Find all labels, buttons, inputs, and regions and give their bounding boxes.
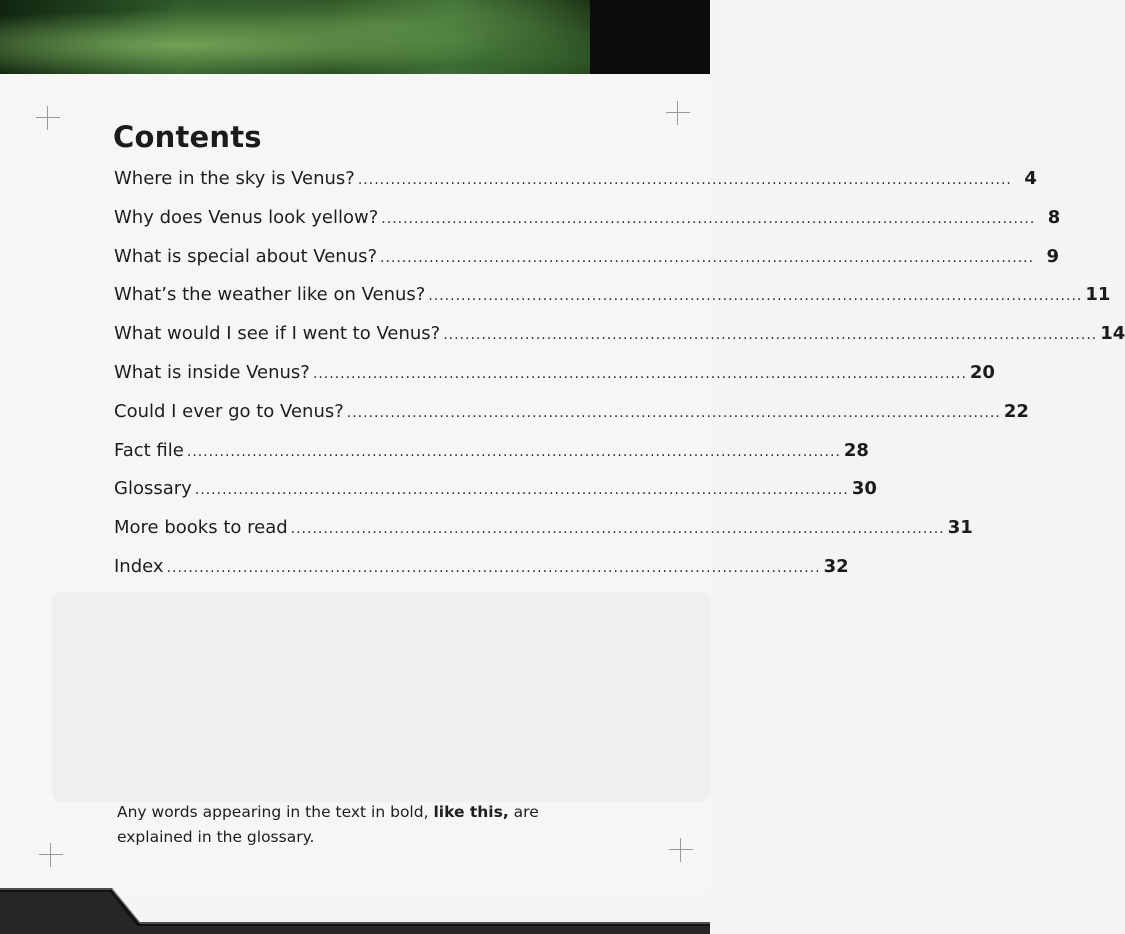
toc-entry-page: 30 xyxy=(851,478,877,500)
toc-leader-dots: ........................................................................................................................ xyxy=(428,288,1083,305)
toc-leader-dots: ........................................................................................................................ xyxy=(380,249,1035,266)
toc-entry[interactable] xyxy=(114,517,973,556)
toc-entry-label: Index xyxy=(114,555,164,577)
page-title: Contents xyxy=(113,120,262,154)
toc-leader-dots: ........................................................................................................................ xyxy=(443,327,1098,344)
toc-leader-dots: ........................................................................................................................ xyxy=(346,404,1001,421)
bottom-frame-bar xyxy=(0,882,710,934)
toc-entry-page: 8 xyxy=(1047,206,1061,228)
toc-leader-dots: ........................................................................................................................ xyxy=(312,365,967,382)
toc-entry-page: 32 xyxy=(823,555,849,577)
toc-entry[interactable] xyxy=(114,284,1111,323)
toc-entry[interactable] xyxy=(114,245,1060,285)
crop-mark-icon xyxy=(666,101,690,125)
toc-entry-page: 28 xyxy=(843,439,869,461)
glossary-note-bold-example: like this, xyxy=(433,803,509,821)
header-photo-strip xyxy=(0,0,600,82)
toc-entry-page: 20 xyxy=(969,361,995,383)
glossary-note-text-end: are explained in the glossary. xyxy=(117,803,539,846)
toc-entry[interactable] xyxy=(114,439,869,479)
toc-leader-dots: ........................................................................................................................ xyxy=(290,521,945,538)
toc-entry-page: 9 xyxy=(1046,245,1060,267)
toc-leader-dots: ........................................................................................................................ xyxy=(357,172,1012,188)
crop-mark-icon xyxy=(669,838,693,862)
toc-entry-page: 14 xyxy=(1100,323,1125,345)
toc-entry-page: 22 xyxy=(1003,400,1029,422)
toc-leader-dots: ........................................................................................................................ xyxy=(381,210,1036,227)
crop-mark-icon xyxy=(36,106,60,130)
toc-entry-page: 31 xyxy=(947,517,973,539)
glossary-note-text: Any words appearing in the text in bold, xyxy=(117,803,434,821)
toc-entry[interactable] xyxy=(114,400,1029,440)
toc-entry-label: Why does Venus look yellow? xyxy=(114,206,379,228)
toc-entry-label: Glossary xyxy=(114,478,192,500)
toc-entry-label: What is special about Venus? xyxy=(114,245,378,267)
toc-entry[interactable] xyxy=(114,168,1037,207)
header-dark-block xyxy=(590,0,710,74)
toc-entry[interactable] xyxy=(114,478,877,517)
toc-entry-label: Where in the sky is Venus? xyxy=(114,168,355,189)
toc-leader-dots: ........................................................................................................................ xyxy=(166,559,821,576)
toc-entry-label: What is inside Venus? xyxy=(114,361,310,383)
toc-entry[interactable] xyxy=(114,361,995,401)
toc-entry-label: What’s the weather like on Venus? xyxy=(114,284,426,306)
toc-entry-label: More books to read xyxy=(114,517,288,539)
toc-entry-page: 4 xyxy=(1024,168,1037,189)
crop-mark-icon xyxy=(39,843,63,867)
glossary-note xyxy=(117,800,557,850)
toc-entry-page: 11 xyxy=(1085,284,1111,306)
toc-entry-label: Could I ever go to Venus? xyxy=(114,400,344,422)
toc-leader-dots: ........................................................................................................................ xyxy=(186,443,841,460)
toc-entry-label: Fact file xyxy=(114,439,184,461)
toc-leader-dots: ........................................................................................................................ xyxy=(194,482,849,499)
toc-entry[interactable] xyxy=(114,555,849,595)
table-of-contents xyxy=(114,168,1125,595)
toc-entry[interactable] xyxy=(114,206,1061,246)
bleed-through-panel xyxy=(52,592,710,802)
toc-entry-label: What would I see if I went to Venus? xyxy=(114,323,441,345)
toc-entry[interactable] xyxy=(114,323,1125,362)
